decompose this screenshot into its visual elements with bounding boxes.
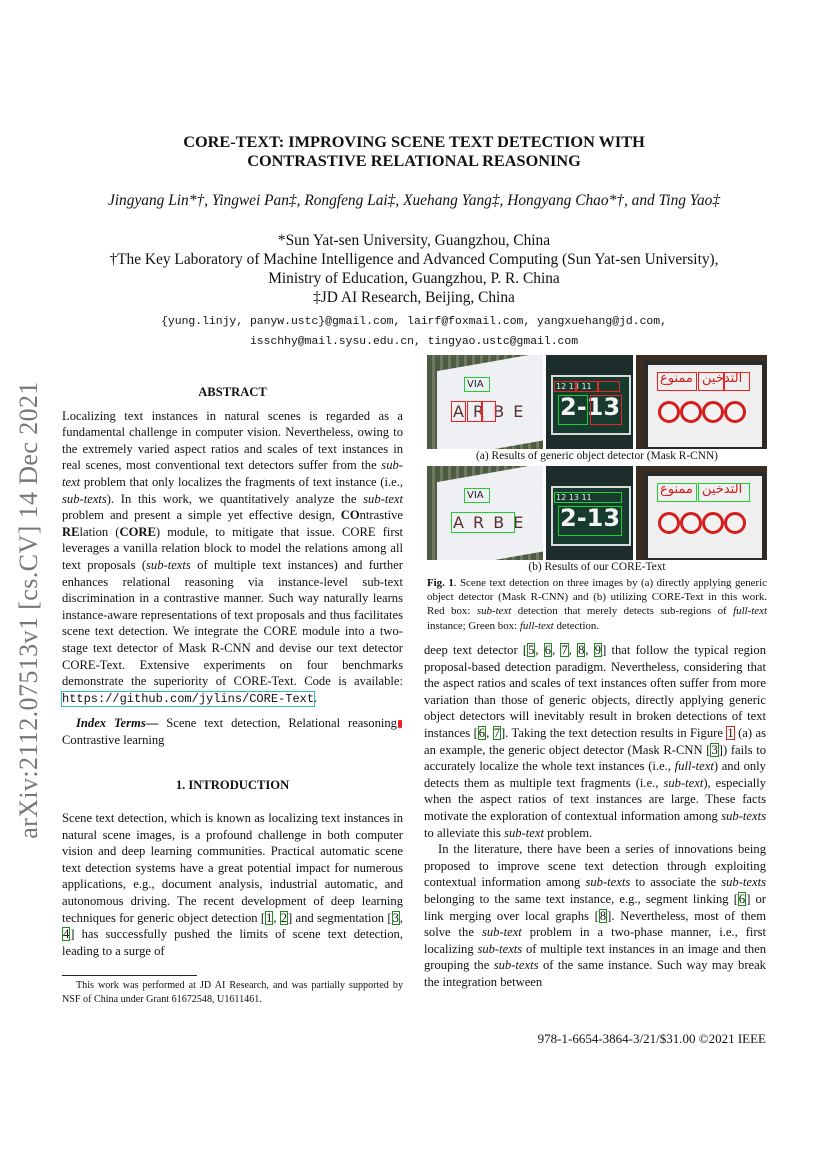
sign-main-number: 2-13 bbox=[560, 393, 621, 421]
detection-box-red bbox=[590, 395, 622, 425]
sign-via-text: VIA bbox=[467, 490, 484, 501]
detection-box-red bbox=[451, 401, 466, 422]
sign-arabic-word-1: ممنوع bbox=[660, 482, 693, 497]
detection-box-green bbox=[464, 377, 490, 392]
citation-link[interactable]: 7 bbox=[493, 725, 500, 740]
citation-link[interactable]: 5 bbox=[528, 643, 535, 657]
detection-box-red bbox=[554, 381, 576, 392]
figure-row-a bbox=[427, 355, 767, 449]
emails-line-2: isschhy@mail.sysu.edu.cn, tingyao.ustc@gmail.com bbox=[249, 336, 579, 348]
detection-box-red bbox=[482, 401, 496, 422]
detection-box-green bbox=[657, 483, 697, 502]
no-phone-icon bbox=[680, 401, 702, 423]
citation-link[interactable]: 9 bbox=[594, 643, 602, 657]
sign-arabic-word-2: التدخين bbox=[702, 371, 743, 386]
emails-line-1: {yung.linjy, panyw.ustc}@gmail.com, lairf@foxmail.com, yangxuehang@jd.com, bbox=[161, 316, 667, 328]
detection-box-red bbox=[698, 372, 724, 391]
author-emails bbox=[60, 312, 768, 352]
detection-box-green bbox=[554, 492, 622, 503]
no-entry-icon bbox=[724, 512, 746, 534]
abstract-text: Localizing text instances in natural scenes is regarded as a fundamental challenge in computer vision. Nevertheless, owing to the extremely varied aspect ratios and scales of text instances in real scenes, most conventional text detectors suffer from the sub-text problem that only localizes the fragments of text instance (i.e., sub-texts). In this work, we quantitatively analyze the sub-text problem and present a simple yet effective design, COntrastive RElation (CORE) module, to mitigate that issue. CORE first leverages a vanilla relation block to model the relations among all text proposals (sub-texts of multiple text instances) and further enhances relational reasoning via instance-level sub-text discrimination in a contrastive manner. Such way naturally learns instance-aware representations of text proposals and thus facilitates scene text detection. We integrate the CORE module into a two-stage text detector of Mask R-CNN and devise our text detector CORE-Text. Extensive experiments on four benchmarks demonstrate the superiority of CORE-Text. Code is available: https://github.com/jylins/CORE-Text. bbox=[62, 408, 403, 706]
detection-box-green bbox=[698, 483, 750, 502]
sign-main-number: 2-13 bbox=[560, 504, 621, 532]
copyright-notice: 978-1-6654-3864-3/21/$31.00 ©2021 IEEE bbox=[537, 1031, 766, 1046]
citation-link[interactable]: 1 bbox=[266, 910, 273, 925]
no-entry-icon bbox=[724, 401, 746, 423]
sign-arbe-text: A R B E bbox=[453, 513, 526, 532]
figure-1-caption: Fig. 1. Scene text detection on three images by (a) directly applying generic object detector (Mask R-CNN) and (b) utilizing CORE-Text in this work. Red box: sub-text detection that merely detects sub-regions of full-text instance; Green box: full-text detection. bbox=[427, 577, 767, 632]
photo-sign-arabic-b bbox=[636, 466, 767, 560]
figure-caption-a: (a) Results of generic object detector (Mask R-CNN) bbox=[476, 450, 718, 462]
photo-sign-213-b bbox=[546, 466, 633, 560]
citation-link[interactable]: 2 bbox=[280, 910, 288, 925]
code-link[interactable]: https://github.com/jylins/CORE-Text bbox=[62, 691, 315, 706]
index-terms: Index Terms— Scene text detection, Relational reasoning Contrastive learning bbox=[62, 715, 403, 748]
affiliations bbox=[60, 231, 768, 307]
citation-link[interactable]: 3 bbox=[392, 910, 399, 925]
detection-box-green bbox=[558, 395, 588, 425]
sign-arbe-text: A R B E bbox=[453, 402, 526, 421]
affiliation-3: Ministry of Education, Guangzhou, P. R. China bbox=[268, 270, 560, 287]
affiliation-4: ‡JD AI Research, Beijing, China bbox=[313, 289, 515, 306]
affiliation-1: *Sun Yat-sen University, Guangzhou, China bbox=[277, 232, 551, 249]
paper-title bbox=[60, 132, 768, 170]
detection-box-red bbox=[467, 401, 482, 422]
affiliation-2: †The Key Laboratory of Machine Intelligence and Advanced Computing (Sun Yat-sen University), bbox=[109, 251, 719, 268]
photo-sign-arabic-a bbox=[636, 355, 767, 449]
detection-box-green bbox=[451, 512, 515, 533]
arxiv-stamp-text: arXiv:2112.07513v1 [cs.CV] 14 Dec 2021 bbox=[14, 381, 43, 839]
figure-reference-link[interactable]: 1 bbox=[727, 725, 734, 740]
sign-small-numbers: 12 13 11 bbox=[556, 493, 592, 502]
photo-sign-arbe-a bbox=[427, 355, 543, 449]
sign-arabic-word-2: التدخين bbox=[702, 482, 743, 497]
abstract-heading: ABSTRACT bbox=[198, 385, 267, 399]
citation-link[interactable]: 7 bbox=[561, 643, 568, 657]
citation-link[interactable]: 6 bbox=[544, 643, 552, 657]
citation-link[interactable]: 6 bbox=[738, 891, 746, 906]
title-line-1: CORE-TEXT: IMPROVING SCENE TEXT DETECTION WITH bbox=[183, 132, 645, 151]
figure-caption-b: (b) Results of our CORE-Text bbox=[528, 561, 666, 573]
arxiv-stamp bbox=[0, 360, 58, 860]
citation-link[interactable]: 6 bbox=[478, 725, 486, 740]
introduction-text: Scene text detection, which is known as localizing text instances in natural scene images, is a profound challenge in both computer vision and deep learning communities. Practical automatic scene text detection systems have a great potential impact for numerous applications, e.g., document analysis, industrial automatic, and autonomous driving. The recent development of deep learning techniques for generic object detection [1, 2] and segmentation [3, 4] has successfully pushed the limits of scene text detection, leading to a surge of bbox=[62, 811, 404, 958]
no-food-icon bbox=[702, 401, 724, 423]
footnote-rule bbox=[62, 975, 197, 976]
detection-box-green bbox=[558, 506, 622, 536]
figure-row-b bbox=[427, 466, 767, 560]
footnote: This work was performed at JD AI Research, and was partially supported by NSF of China under Grant 61672548, U1611461. bbox=[62, 980, 403, 1005]
no-phone-icon bbox=[680, 512, 702, 534]
detection-box-red bbox=[598, 381, 620, 392]
no-smoking-icon bbox=[658, 401, 680, 423]
detection-box-red bbox=[576, 381, 598, 392]
abstract-section bbox=[62, 384, 403, 959]
title-line-2: CONTRASTIVE RELATIONAL REASONING bbox=[247, 151, 581, 170]
sign-arabic-word-1: ممنوع bbox=[660, 371, 693, 386]
paragraph-continuation: deep text detector [5, 6, 7, 8, 9] that follow the typical region proposal-based detection paradigm. Nevertheless, considering that the aspect ratios and scales of text instances often suffer from more variation than those of generic objects, directly applying generic object detectors will inevitably result in broken detections of text instances [6, 7]. Taking the text detection results in Figure 1 (a) as an example, the generic object detector (Mask R-CNN [3]) fails to accurately localize the whole text instances (i.e., full-text) and only detects them as multiple text fragments (i.e., sub-text), especially when the aspect ratios of text instances are large. These facts motivate the exploration of contextual information among sub-texts to alleviate this sub-text problem. bbox=[424, 643, 767, 840]
annotation-marker bbox=[398, 720, 402, 728]
no-food-icon bbox=[702, 512, 724, 534]
right-column-text bbox=[424, 642, 766, 990]
citation-link[interactable]: 8 bbox=[599, 908, 607, 923]
detection-box-green bbox=[464, 488, 490, 503]
introduction-heading: 1. INTRODUCTION bbox=[175, 778, 290, 793]
paragraph-literature: In the literature, there have been a series of innovations being proposed to improve scene text detection through exploiting contextual information among sub-texts to associate the sub-texts belonging to the same text instance, e.g., segment linking [6] or link merging over local graphs [8]. Nevertheless, most of them solve the sub-text problem in a two-phase manner, i.e., first localizing sub-texts of multiple text instances in an image and then grouping the sub-texts of the same instance. Such way may break the integration between bbox=[424, 842, 766, 989]
sign-small-numbers: 12 13 11 bbox=[556, 382, 592, 391]
author-list: Jingyang Lin*†, Yingwei Pan‡, Rongfeng Lai‡, Xuehang Yang‡, Hongyang Chao*†, and Ting Yao‡ bbox=[107, 192, 721, 209]
sign-via-text: VIA bbox=[467, 379, 484, 390]
citation-link[interactable]: 4 bbox=[63, 927, 70, 942]
detection-box-red bbox=[724, 372, 750, 391]
citation-link[interactable]: 8 bbox=[578, 643, 585, 657]
no-smoking-icon bbox=[658, 512, 680, 534]
photo-sign-arbe-b bbox=[427, 466, 543, 560]
detection-box-red bbox=[657, 372, 697, 391]
citation-link[interactable]: 3 bbox=[711, 742, 718, 757]
photo-sign-213-a bbox=[546, 355, 633, 449]
